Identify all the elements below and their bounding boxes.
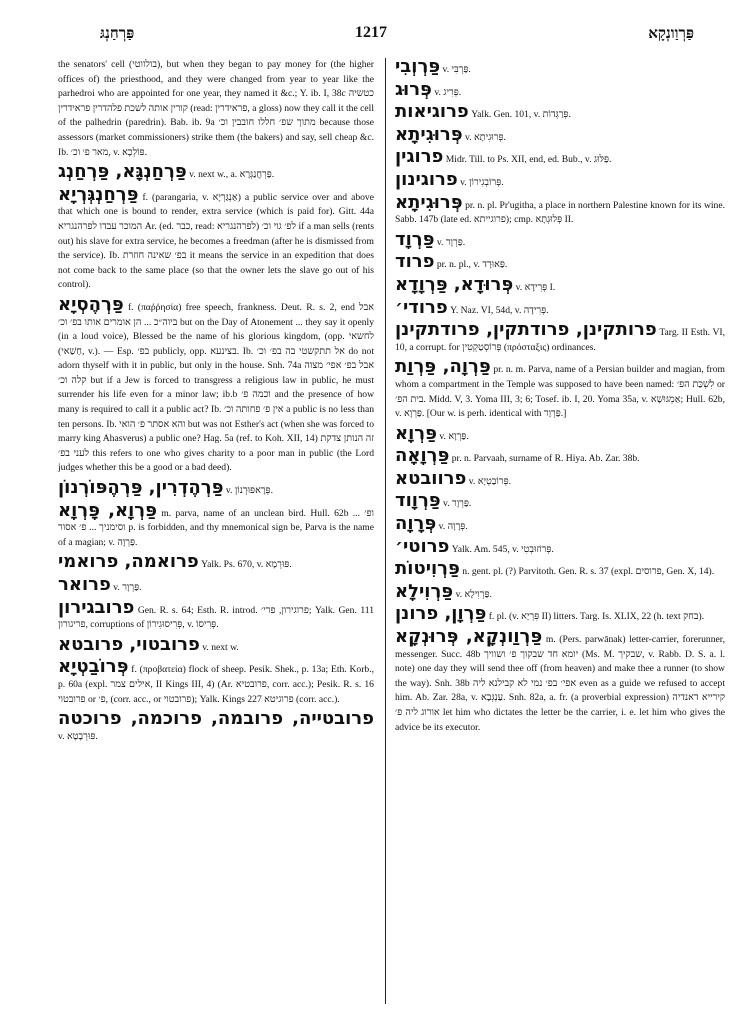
entry-headword: פרואר xyxy=(58,574,111,595)
entry-definition: pr. n. Parvaah, surname of R. Hiya. Ab. Zar. 38b. xyxy=(451,453,640,465)
entry-definition: Midr. Till. to Ps. XII, end, ed. Bub., v. פַּלּוּג. xyxy=(445,154,612,166)
dictionary-entry xyxy=(58,183,374,293)
entry-definition: f. (parangaria, v. אַנְגַּרְיָא) a public service over and above that which one is bound to render, extra service (which is paid for). Gitt. 44a המוכר עבדו לפרהנגריא Ar. (ed. כבר, read: לפרהנגריא) לפ׳ גוי וכ׳ if a man sells (rents out) his slave for extra service, he becomes a freedman (after he is dismissed from the service). Ib. בפ׳ שאינה חוזרת it means the service in an expedition that does not come back to the same place (so that the owner lets the slave go out of his control). xyxy=(58,191,374,291)
entry-definition: v. פַּרְוָר. xyxy=(113,582,142,593)
entry-definition: v. next w., a. פַּרְחֲנַגְּרָא. xyxy=(189,169,275,181)
dictionary-entry xyxy=(395,273,725,296)
dictionary-entry xyxy=(395,191,725,228)
entry-headword: פַּרְוָה, פַּרְוַת xyxy=(395,356,491,378)
dictionary-entry xyxy=(58,633,374,656)
dictionary-entry xyxy=(58,576,374,596)
entry-definition: v. פּוּרְבָטָא. xyxy=(58,730,98,742)
right-column xyxy=(395,58,725,1006)
dictionary-entry xyxy=(395,168,725,191)
page-header xyxy=(0,24,750,50)
entry-definition: Y. Naz. VI, 54d, v. פְּרִידָה. xyxy=(450,304,549,316)
left-running-head: פַּרְחַנְגּ xyxy=(100,24,135,42)
dictionary-entry xyxy=(395,580,725,603)
entry-headword: פְּרוּדָא, פַּרְוָדָא xyxy=(395,273,514,295)
entry-definition: v. פְּרִיג. xyxy=(434,86,462,98)
entry-headword: פַּרְוְבִי xyxy=(395,58,441,77)
entry-headword: פְּרָוָה xyxy=(395,513,437,535)
entry-definition: v. פְּרִידָא I. xyxy=(515,281,556,293)
entry-headword: פַּרְוָן, פרונן xyxy=(395,603,487,625)
entry-headword: פַּרְוָד xyxy=(395,228,435,250)
entry-headword: פַּרְהֶסְיָא xyxy=(58,293,124,315)
entry-headword: פרובגירון xyxy=(58,596,135,618)
entry-headword: פרוגין xyxy=(395,146,444,168)
entry-definition: Gen. R. s. 64; Esth. R. introd. פרוגירון, פרי׳; Yalk. Gen. 111 פריגורון, corruptions of פְּרִיסוּגִירוֹן, v. פְּרִיסוֹ. xyxy=(58,604,374,631)
entry-definition: pr. n. pl., v. פַּאוּרָד. xyxy=(436,259,508,271)
dictionary-entry xyxy=(395,560,725,580)
dictionary-entry xyxy=(58,499,374,551)
entry-definition: v. פַּרְבִּי. xyxy=(442,64,471,75)
entry-headword: פְּרוּגִיתָא xyxy=(395,123,463,145)
dictionary-entry xyxy=(395,228,725,251)
dictionary-entry xyxy=(58,596,374,633)
dictionary-entry xyxy=(395,422,725,445)
dictionary-entry xyxy=(58,710,374,744)
entry-headword: פרוגיאות xyxy=(395,101,469,123)
entry-headword: פרובטוי, פרובטא xyxy=(58,633,200,655)
dictionary-entry xyxy=(395,321,725,355)
entry-headword: פַּרְוָוד xyxy=(395,490,441,512)
entry-definition: f. (προβατεία) flock of sheep. Pesik. Shek., p. 13a; Eth. Korb., p. 60a (expl. אילים צמר, II Kings III, 4) (Ar. פרובטיא, corr. acc.); Pesik. R. s. 16 פרובטוי or פ׳, (corr. acc., or פרובטוי); Yalk. Kings 227 פרוגיטא (corr. acc.). xyxy=(58,664,374,705)
dictionary-entry xyxy=(395,628,725,735)
entry-definition: Targ. II Esth. VI, 10, a corrupt. for פְּרוֹסְטַקְטִין (πρόσταξις) ordinances. xyxy=(395,327,725,353)
entry-headword: פַּרְוַונְקָא, פְּרוּנְקָא xyxy=(395,626,543,648)
dictionary-entry xyxy=(395,148,725,168)
entry-headword: פַּרְחַנְגְּרְיָא xyxy=(58,183,139,205)
entry-definition: Yalk. Ps. 670, v. פּוּרְמָא. xyxy=(201,559,292,571)
entry-definition: n. gent. pl. (?) Parvitoth. Gen. R. s. 37 (expl. פרוסים, Gen. X, 14). xyxy=(462,566,715,578)
entry-definition: Yalk. Am. 545, v. פְּרוֹזוּבְטִי. xyxy=(451,543,554,555)
entry-headword: פַּרְוָא xyxy=(395,422,437,444)
dictionary-entry xyxy=(395,78,725,101)
entry-headword: פַּרְוָא, פָּרְוָא xyxy=(58,499,157,521)
entry-headword: פרואמה, פרואמי xyxy=(58,551,199,573)
dictionary-entry xyxy=(395,492,725,512)
dictionary-entry xyxy=(395,103,725,123)
dictionary-entry xyxy=(395,515,725,535)
entry-headword: פַּרְוִיטוֹת xyxy=(395,558,460,580)
entry-headword: פרוד xyxy=(395,251,435,273)
dictionary-entry xyxy=(395,447,725,467)
entry-headword: פַּרְהֶדְרִין, פַּרְהֶפּוֹרְנוֹן xyxy=(58,477,224,499)
entry-definition: v. פְּרָוָה. xyxy=(438,521,468,533)
entry-definition: f. pl. (v. פִּרְיָא II) litters. Targ. Is. XLIX, 22 (h. text בחק). xyxy=(488,611,705,623)
entry-definition: v. פְּרוֹבַטְיָא. xyxy=(468,475,512,487)
entry-definition: v. פַּרְוָר. xyxy=(443,498,472,510)
entry-definition: v. פְּרָאפּוּרְנוֹן. xyxy=(225,485,273,497)
dictionary-entry xyxy=(58,479,374,499)
entry-definition: the senators' cell (בולווטי), but when they began to pay money for (the higher offices of) the priesthood, and they were changed from year to year like the parhedroi who are appointed for one year, they named it &c.; Y. ib. I, 38c כטשיה קורין אותה לשכת פלהדרין פראידרין (read: פראידרין, a gloss) now they call it the cell of the palhedrin (paredrin). Bab. ib. 9a מתוך שפ׳ חללו חובבין וכ׳ because those assessors (market commissioners) strike them (the bakers) and say, sell cheap &c. Ib. מאר פ׳ וכ׳, v. פּוֹלְכָא. xyxy=(58,59,374,158)
entry-definition: m. (Pers. parwānak) letter-carrier, forerunner, messenger. Succ. 48b יומא חד שבקוך פ׳ ושוויך (Ms. M. שבקיך, v. Rabb. D. S. a. l. note) one day they will send thee off (from heaven) and make thee a runner (to show the way). Snh. 38b אפי׳ בפ׳ נמי לא קבילנא ליה even as a guide we refused to accept him. Ab. Zar. 28a, v. עַנְגְּבָא. Snh. 82a, a. fr. (a proverbial expression) קירייא דאנדיה אורוג ליה פ׳ let him who dictates the letter be the carrier, i. e. let him who gives the advice be its executor. xyxy=(395,634,725,733)
entry-headword: פַּרְוָאָה xyxy=(395,445,450,467)
entry-definition: v. פְּרוֹבְגִירוֹן. xyxy=(460,176,504,188)
entry-definition: f. (παῤῥησία) free speech, frankness. Deut. R. s. 2, end אבל ביוה״כ ... הן אומרים אותו בפ׳ וכ׳ but on the Day of Atonement ... they say it openly (in a loud voice), Blessed be the name of his glorious kingdom, (opp. לחשאי (חַשַׁאי, v.). — Esp. בפ׳ publicly, opp. בצינעא. Ib. אל תתקשטי בה בפ׳ וכ׳ do not adorn thyself with it in public, but only in the house. Snh. 74a אבל בפ׳ אפי׳ מצוה קלה וכ׳ but if a Jew is forced to transgress a religious law in public, he must surrender his life even for a minor law; ib.b וכמה פ׳ and the presence of how many is required to call it a public act? Ib. אין פ׳ פחותה וכ׳ a public is no less than ten persons. Ib. והא אסתר פ׳ הואי but was not Esther's act (when she was forced to marry king Ahasverus) a public one? Hag. 5a (ref. to Koh. XII, 14) זה הנותן צדקת לעני בפ׳ this refers to one who gives charity to a poor man in public (the Lord judges whether this be a good or a bad deed). xyxy=(58,301,374,474)
dictionary-entry xyxy=(395,123,725,146)
entry-headword: פרותקינן, פרודתקין, פרודתקינן xyxy=(395,319,657,341)
entry-definition: v. פְּרוּגִיתָא. xyxy=(465,131,506,143)
dictionary-entry xyxy=(395,605,725,625)
entry-definition: v. פַּרְוִילָא. xyxy=(455,588,492,600)
entry-headword: פרוטי׳ xyxy=(395,535,450,557)
dictionary-entry xyxy=(58,58,374,160)
entry-headword: פְּרוּגִיתָא xyxy=(395,191,463,213)
dictionary-entry xyxy=(58,553,374,573)
entry-headword: פַּרְחַנְגָּא, פַּרְחַנְג xyxy=(58,161,187,183)
dictionary-entry xyxy=(395,467,725,490)
entry-headword: פרוגינון xyxy=(395,168,458,190)
right-running-head: פַּרְוַונְקָא xyxy=(648,24,694,42)
dictionary-entry xyxy=(58,163,374,183)
entry-headword: פרוובטא xyxy=(395,467,467,489)
entry-headword: פרודי׳ xyxy=(395,296,448,318)
column-divider xyxy=(385,58,386,1004)
dictionary-entry xyxy=(395,296,725,319)
dictionary-entry xyxy=(395,253,725,273)
entry-definition: m. parva, name of an unclean bird. Hull. 62b ... ופ׳ וסימניך ... פ׳ אסור p. is forbidden, and thy mnemonical sign be, Parva is the name of a magian; v. פַּרְוָה. xyxy=(58,507,374,548)
entry-definition: v. פַּרְוָא. xyxy=(439,430,469,442)
entry-headword: פְּרוּג xyxy=(395,78,432,100)
dictionary-entry xyxy=(395,58,725,78)
entry-definition: pr. n. m. Parva, name of a Persian builder and magian, from whom a compartment in the Temple was supposed to have been named: לִשְׁכַּת הפ׳ or בית הפ׳. Midd. V, 3. Yoma III, 3; 6; Tosef. ib. I, 20. Yoma 35a, v. אַמְגּוּשָׁא; Hull. 62b, v. פַּרְוָא. [Our w. is perh. identical with פַּרְוַר.] xyxy=(395,364,725,420)
entry-definition: v. next w. xyxy=(202,641,239,653)
dictionary-entry xyxy=(395,535,725,558)
entry-definition: v. פַּרְוָר. xyxy=(436,236,466,248)
entry-headword: פרובטייה, פרובמה, פרוכמה, פרוכטה xyxy=(58,708,374,730)
entry-definition: pr. n. pl. Pr'ugitha, a place in northern Palestine known for its wine. Sabb. 147b (late ed. פרוגייתא); cmp. פְּלוּגְתָא II. xyxy=(395,199,725,226)
dictionary-entry xyxy=(58,293,374,476)
dictionary-entry xyxy=(58,658,374,707)
dictionary-entry xyxy=(395,358,725,421)
entry-headword: פְּרוֹבַטְיָא xyxy=(58,656,129,678)
entry-definition: Yalk. Gen. 101, v. פְּרַגְּדוֹת. xyxy=(471,109,571,121)
entry-headword: פַּרְוִילָא xyxy=(395,580,454,602)
left-column xyxy=(58,58,374,1006)
page-number: 1217 xyxy=(355,24,387,41)
